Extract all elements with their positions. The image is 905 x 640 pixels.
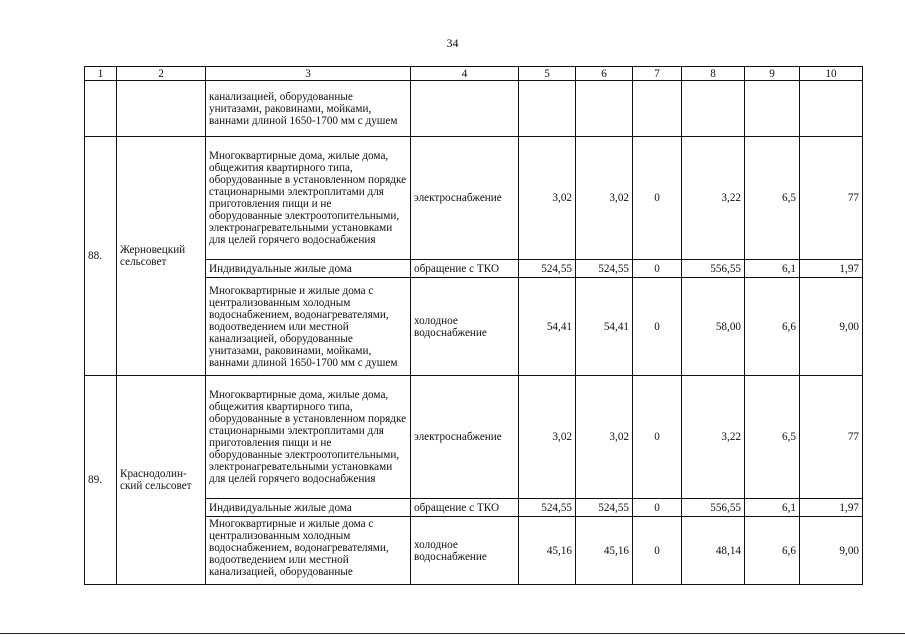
value-cell: 3,02 <box>576 137 633 260</box>
value-cell: 0 <box>633 278 682 376</box>
value-cell: 6,1 <box>745 260 800 278</box>
value-cell: 0 <box>633 517 682 585</box>
consumer-category-cell: канализацией, оборудованные унитазами, раковинами, мойками, ваннами длиной 1650-1700 мм с душем <box>206 81 411 137</box>
value-cell: 9,00 <box>800 517 863 585</box>
column-header-10: 10 <box>800 67 863 81</box>
column-header-6: 6 <box>576 67 633 81</box>
value-cell: 524,55 <box>576 260 633 278</box>
service-cell: холодное водоснабжение <box>411 278 519 376</box>
value-cell: 6,6 <box>745 278 800 376</box>
service-cell: электроснабжение <box>411 376 519 499</box>
column-header-2: 2 <box>117 67 206 81</box>
consumer-category-cell: Индивидуальные жилые дома <box>206 499 411 517</box>
value-cell: 524,55 <box>519 260 576 278</box>
value-cell: 3,02 <box>576 376 633 499</box>
value-cell: 3,22 <box>682 376 745 499</box>
value-cell: 9,00 <box>800 278 863 376</box>
consumer-category-cell: Многоквартирные дома, жилые дома, общежития квартирного типа, оборудованные в установленном порядке стационарными электроплитами для приготовления пищи и не оборудованные электроотопительными, электронагревательными установками для целей горячего водоснабжения <box>206 137 411 260</box>
value-cell: 556,55 <box>682 260 745 278</box>
value-cell: 54,41 <box>576 278 633 376</box>
value-cell: 3,02 <box>519 137 576 260</box>
consumer-category-text: Многоквартирные и жилые дома с централизованным холодным водоснабжением, водонагревателями, водоотведением или местной канализацией, оборудованные <box>209 517 389 578</box>
consumer-category-cell: Многоквартирные дома, жилые дома, общежития квартирного типа, оборудованные в установленном порядке стационарными электроплитами для приготовления пищи и не оборудованные электроотопительными, электронагревательными установками для целей горячего водоснабжения <box>206 376 411 499</box>
table-row <box>85 376 863 499</box>
value-cell: 77 <box>800 137 863 260</box>
value-cell: 48,14 <box>682 517 745 585</box>
value-cell: 58,00 <box>682 278 745 376</box>
column-header-8: 8 <box>682 67 745 81</box>
column-header-7: 7 <box>633 67 682 81</box>
municipality-name: Краснодолин-ский сельсовет <box>117 376 206 585</box>
value-cell: 3,22 <box>682 137 745 260</box>
consumer-category-cell: Многоквартирные и жилые дома с централизованным холодным водоснабжением, водонагревателями, водоотведением или местной канализацией, оборудованные унитазами, раковинами, мойками, ваннами длиной 1650-1700 мм с душем <box>206 278 411 376</box>
value-cell: 524,55 <box>576 499 633 517</box>
value-cell: 45,16 <box>519 517 576 585</box>
value-cell: 77 <box>800 376 863 499</box>
value-cell: 6,5 <box>745 137 800 260</box>
value-cell: 0 <box>633 376 682 499</box>
column-header-4: 4 <box>411 67 519 81</box>
value-cell: 0 <box>633 137 682 260</box>
tariff-table <box>84 66 863 585</box>
column-header-1: 1 <box>85 67 117 81</box>
value-cell: 1,97 <box>800 260 863 278</box>
value-cell: 45,16 <box>576 517 633 585</box>
service-cell: холодное водоснабжение <box>411 517 519 585</box>
municipality-name: Жерновецкий сельсовет <box>117 137 206 376</box>
value-cell: 54,41 <box>519 278 576 376</box>
column-header-5: 5 <box>519 67 576 81</box>
consumer-category-cell <box>206 517 411 585</box>
value-cell: 6,5 <box>745 376 800 499</box>
service-cell: обращение с ТКО <box>411 499 519 517</box>
value-cell: 0 <box>633 260 682 278</box>
entry-number: 88. <box>85 137 117 376</box>
value-cell: 3,02 <box>519 376 576 499</box>
service-cell: обращение с ТКО <box>411 260 519 278</box>
page-number: 34 <box>446 36 459 50</box>
value-cell: 0 <box>633 499 682 517</box>
value-cell: 556,55 <box>682 499 745 517</box>
entry-number: 89. <box>85 376 117 585</box>
column-header-9: 9 <box>745 67 800 81</box>
table-row <box>85 137 863 260</box>
page-bottom-rule <box>0 633 905 634</box>
column-number-row <box>85 67 863 81</box>
value-cell: 1,97 <box>800 499 863 517</box>
column-header-3: 3 <box>206 67 411 81</box>
table-row <box>85 81 863 137</box>
value-cell: 6,6 <box>745 517 800 585</box>
service-cell: электроснабжение <box>411 137 519 260</box>
consumer-category-cell: Индивидуальные жилые дома <box>206 260 411 278</box>
value-cell: 524,55 <box>519 499 576 517</box>
value-cell: 6,1 <box>745 499 800 517</box>
